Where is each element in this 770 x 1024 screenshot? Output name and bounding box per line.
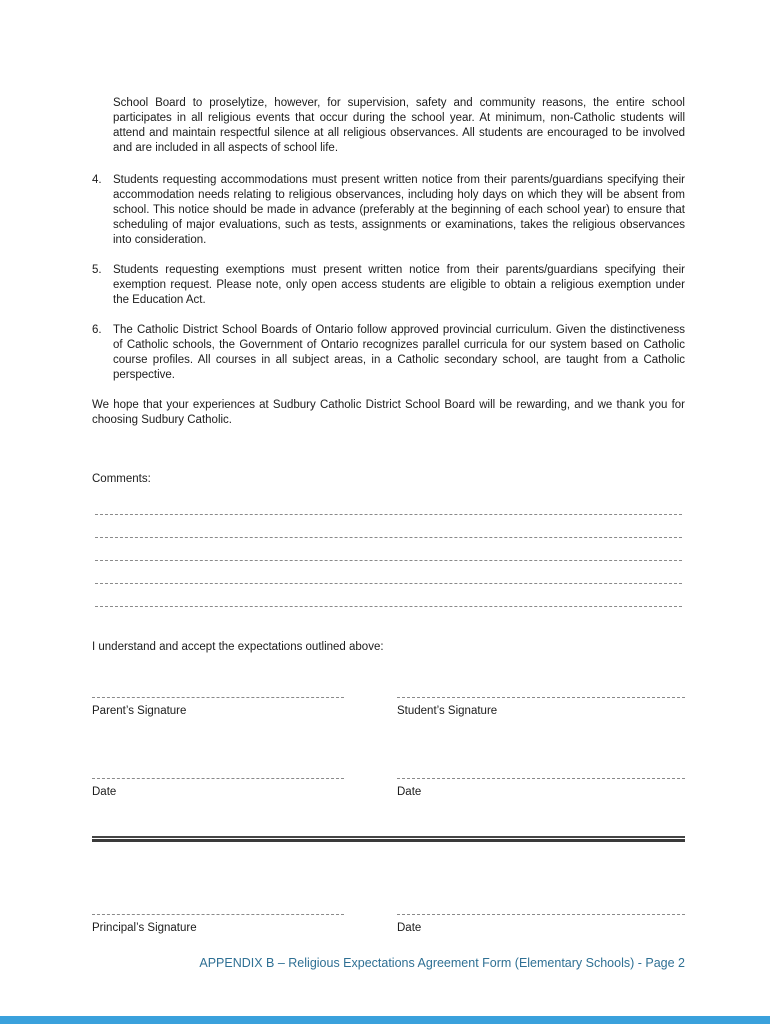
column-gap xyxy=(344,912,397,936)
numbered-item-6 xyxy=(92,323,685,383)
principal-date-block xyxy=(397,912,685,936)
principal-date-label: Date xyxy=(397,922,422,934)
student-date-line[interactable] xyxy=(397,776,685,779)
principal-row xyxy=(92,912,685,936)
parent-date-line[interactable] xyxy=(92,776,344,779)
principal-signature-line[interactable] xyxy=(92,912,344,915)
document-body xyxy=(92,96,685,936)
comments-line[interactable] xyxy=(95,561,682,584)
student-date-label: Date xyxy=(397,786,422,798)
parent-date-block xyxy=(92,776,344,800)
acknowledgement-statement: I understand and accept the expectations outlined above: xyxy=(92,641,384,653)
numbered-item-4 xyxy=(92,173,685,248)
parent-signature-label: Parent’s Signature xyxy=(92,705,187,717)
item-5-text: Students requesting exemptions must present written notice from their parents/guardians specifying their exemption request. Please note, only open access students are eligible to obtain a religious exemption under the Education Act. xyxy=(113,264,685,306)
principal-signature-label: Principal’s Signature xyxy=(92,922,197,934)
principal-date-line[interactable] xyxy=(397,912,685,915)
column-gap xyxy=(344,695,397,719)
signature-row xyxy=(92,695,685,719)
date-row xyxy=(92,776,685,800)
student-signature-block xyxy=(397,695,685,719)
column-gap xyxy=(344,776,397,800)
comments-line[interactable] xyxy=(95,538,682,561)
parent-date-label: Date xyxy=(92,786,117,798)
parent-signature-line[interactable] xyxy=(92,695,344,698)
parent-signature-block xyxy=(92,695,344,719)
comments-field-area xyxy=(92,492,685,607)
numbered-item-5 xyxy=(92,263,685,308)
item-4-number: 4. xyxy=(92,174,102,186)
comments-label: Comments: xyxy=(92,473,151,485)
comments-line[interactable] xyxy=(95,492,682,515)
bottom-accent-bar xyxy=(0,1016,770,1024)
student-signature-label: Student’s Signature xyxy=(397,705,498,717)
item-4-text: Students requesting accommodations must present written notice from their parents/guardians specifying their accommodation needs relating to religious observances, including holy days on which they will be absent from school. This notice should be made in advance (preferably at the beginning of each school year) to ensure that scheduling of major evaluations, such as tests, assignments or examinations, takes the religious observances into consideration. xyxy=(113,174,685,246)
comments-line[interactable] xyxy=(95,515,682,538)
closing-paragraph: We hope that your experiences at Sudbury Catholic District School Board will be rewarding, and we thank you for choosing Sudbury Catholic. xyxy=(92,399,685,426)
student-date-block xyxy=(397,776,685,800)
section-divider-rule xyxy=(92,836,685,842)
page-footer: APPENDIX B – Religious Expectations Agreement Form (Elementary Schools) - Page 2 xyxy=(199,956,685,970)
item-6-number: 6. xyxy=(92,324,102,336)
item-5-number: 5. xyxy=(92,264,102,276)
student-signature-line[interactable] xyxy=(397,695,685,698)
item-6-text: The Catholic District School Boards of Ontario follow approved provincial curriculum. Given the distinctiveness of Catholic schools, the Government of Ontario recognizes parallel curricula for our system based on Catholic course profiles. All courses in all subject areas, in a Catholic secondary school, are taught from a Catholic perspective. xyxy=(113,324,685,381)
principal-signature-block xyxy=(92,912,344,936)
comments-line[interactable] xyxy=(95,584,682,607)
paragraph-item3-continuation: School Board to proselytize, however, for supervision, safety and community reasons, the entire school participates in all religious events that occur during the school year. At minimum, non-Catholic students will attend and maintain respectful silence at all religious observances. All students are encouraged to be involved and are included in all aspects of school life. xyxy=(113,97,685,154)
